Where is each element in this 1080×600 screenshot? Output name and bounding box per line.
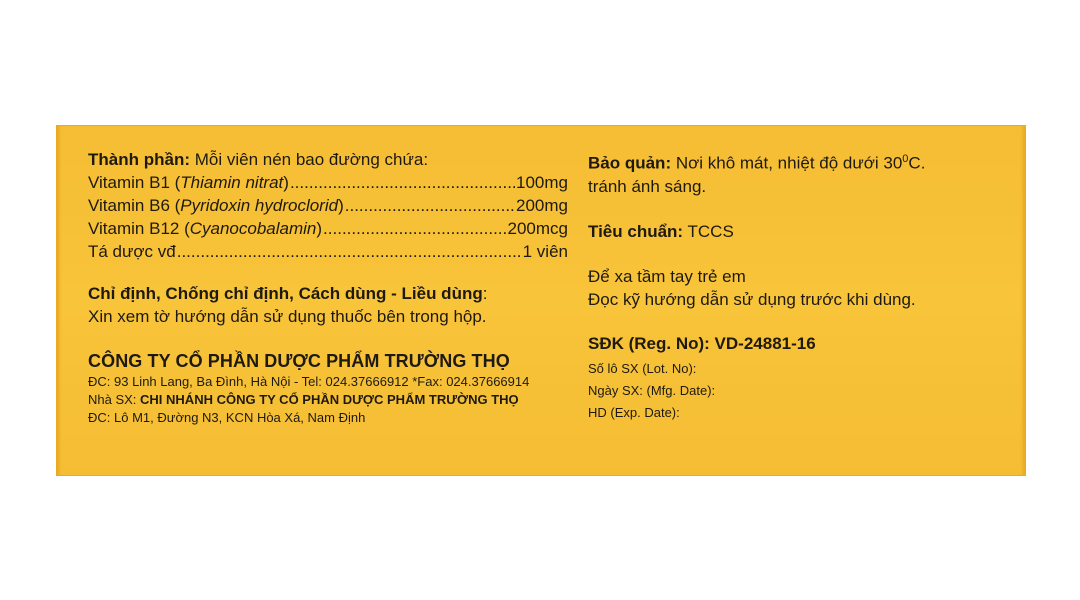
storage-line-2: tránh ánh sáng. xyxy=(588,176,707,196)
storage-text: Nơi khô mát, nhiệt độ dưới 30 xyxy=(671,153,903,173)
lot-number-field: Số lô SX (Lot. No): xyxy=(588,360,697,376)
indications-heading: Chỉ định, Chống chỉ định, Cách dùng - Liều dùng xyxy=(88,284,483,303)
exp-date-field: HD (Exp. Date): xyxy=(588,404,680,420)
indications-text: Xin xem tờ hướng dẫn sử dụng thuốc bên trong hộp. xyxy=(88,307,487,326)
ingredient-row xyxy=(88,217,568,240)
mfg-date-field: Ngày SX: (Mfg. Date): xyxy=(588,382,716,398)
warning-line: Đọc kỹ hướng dẫn sử dụng trước khi dùng. xyxy=(588,289,916,309)
ingredient-amount: 1 viên xyxy=(522,242,568,261)
ingredient-amount: 200mcg xyxy=(507,219,568,238)
ingredient-paren: ) xyxy=(338,196,344,215)
storage-heading: Bảo quản: xyxy=(588,153,672,173)
leader-dots xyxy=(290,171,515,194)
storage-text-end: C. xyxy=(908,153,926,173)
ingredient-amount: 100mg xyxy=(516,173,568,192)
composition-header xyxy=(88,148,568,171)
ingredient-row xyxy=(88,171,568,194)
leader-dots xyxy=(177,240,522,263)
ingredient-row xyxy=(88,194,568,217)
manufacturer-line xyxy=(88,391,568,409)
standard-heading: Tiêu chuẩn: xyxy=(588,221,684,241)
ingredient-name: Vitamin B6 ( xyxy=(88,196,181,215)
storage-degree: 0 xyxy=(902,153,909,165)
ingredient-amount: 200mg xyxy=(516,196,568,215)
left-column xyxy=(88,148,568,427)
storage-line xyxy=(588,148,1008,175)
ingredient-name: Vitamin B12 ( xyxy=(88,219,190,238)
ingredient-latin: Cyanocobalamin xyxy=(189,219,317,238)
ingredient-name: Vitamin B1 ( xyxy=(88,173,181,192)
leader-dots xyxy=(323,217,506,240)
manufacturer-label: Nhà SX: xyxy=(88,392,141,407)
company-address: ĐC: 93 Linh Lang, Ba Đình, Hà Nội - Tel: 024.37666912 *Fax: 024.37666914 xyxy=(88,374,530,389)
leader-dots xyxy=(345,194,515,217)
standard-value: TCCS xyxy=(683,221,734,241)
indications-colon: : xyxy=(482,284,488,303)
indications-header xyxy=(88,282,568,305)
manufacturer-address: ĐC: Lô M1, Đường N3, KCN Hòa Xá, Nam Định xyxy=(88,410,366,425)
standard-line xyxy=(588,220,1008,243)
registration-value: VD-24881-16 xyxy=(714,333,816,353)
registration-label: SĐK (Reg. No): xyxy=(588,333,715,353)
ingredient-latin: Pyridoxin hydroclorid xyxy=(180,196,339,215)
registration-line xyxy=(588,332,1008,355)
manufacturer-name: CHI NHÁNH CÔNG TY CỔ PHẦN DƯỢC PHẨM TRƯỜNG THỌ xyxy=(140,392,519,407)
ingredient-paren: ) xyxy=(316,219,323,238)
panel-edge-left xyxy=(56,125,62,476)
company-name: CÔNG TY CỔ PHẦN DƯỢC PHẨM TRƯỜNG THỌ xyxy=(88,351,510,371)
panel-edge-right xyxy=(1020,125,1026,476)
ingredient-paren: ) xyxy=(283,173,289,192)
right-column xyxy=(588,148,1008,424)
ingredient-name: Tá dược vđ xyxy=(88,242,176,261)
composition-intro: Mỗi viên nén bao đường chứa: xyxy=(194,150,429,169)
ingredient-latin: Thiamin nitrat xyxy=(180,173,284,192)
composition-heading: Thành phần: xyxy=(88,150,190,169)
warning-line: Để xa tầm tay trẻ em xyxy=(588,266,746,286)
ingredient-row xyxy=(88,240,568,263)
